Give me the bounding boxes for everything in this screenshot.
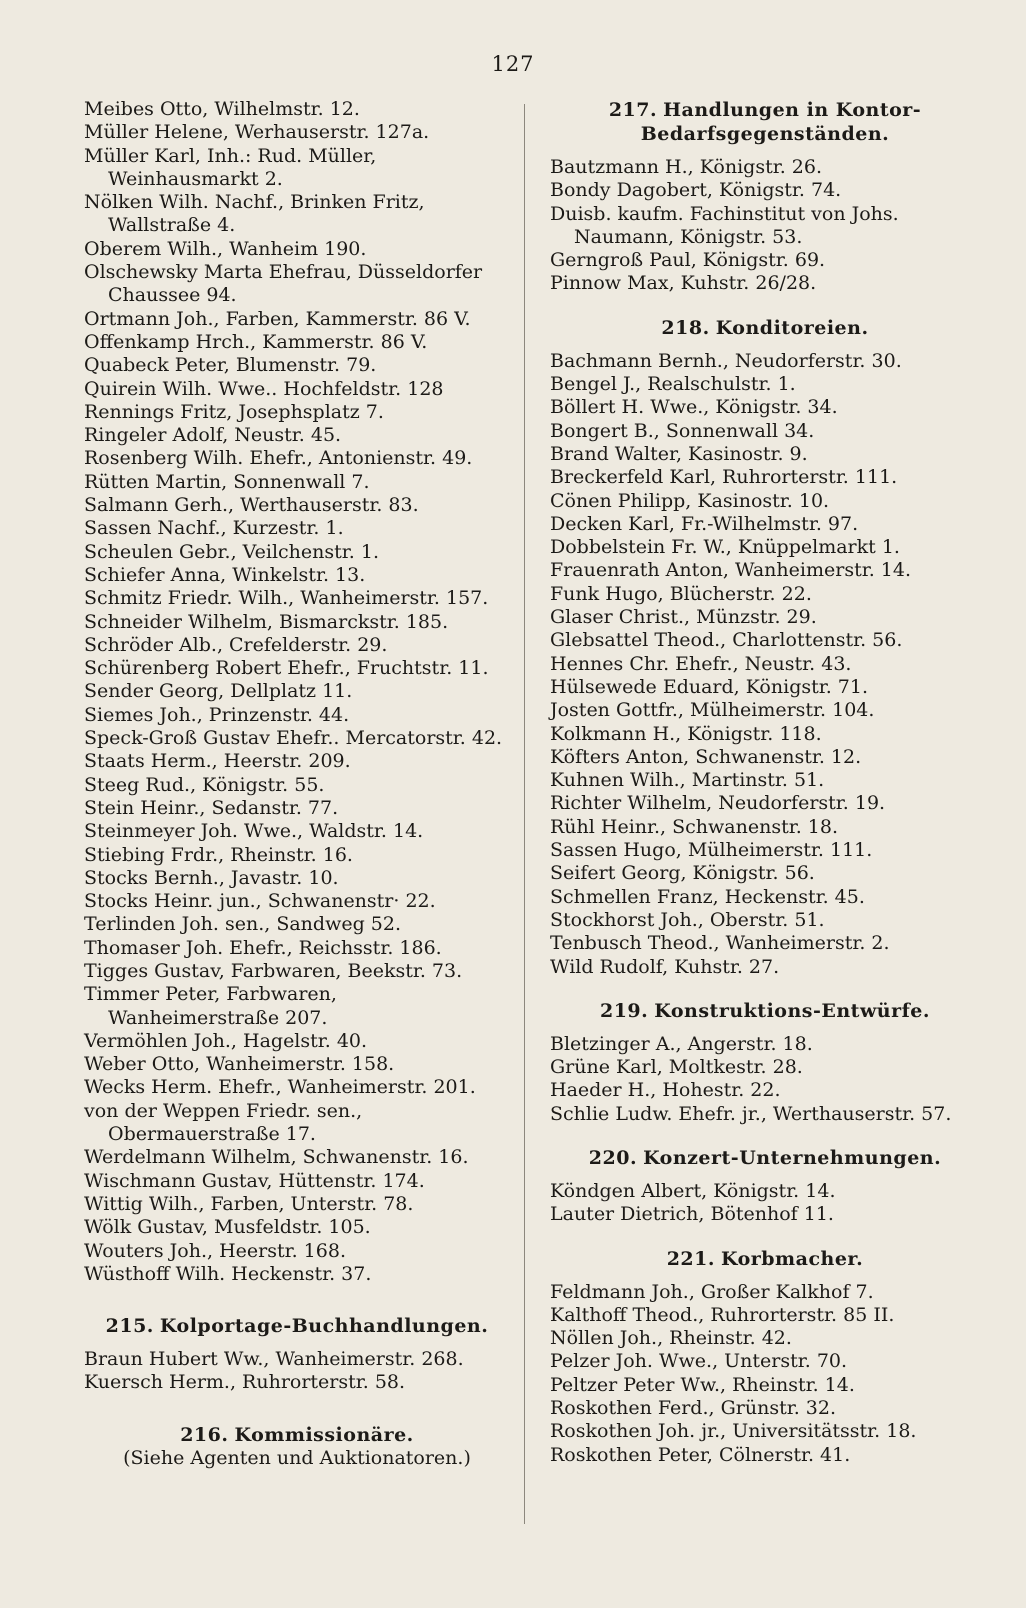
list-item: Roskothen Joh. jr., Universitätsstr. 18. <box>550 1420 917 1443</box>
list-item: Weber Otto, Wanheimerstr. 158. <box>84 1053 395 1076</box>
list-item: Ringeler Adolf, Neustr. 45. <box>84 424 342 447</box>
list-item: Breckerfeld Karl, Ruhrorterstr. 111. <box>550 466 898 489</box>
list-item: Haeder H., Hohestr. 22. <box>550 1079 781 1102</box>
list-item: Hennes Chr. Ehefr., Neustr. 43. <box>550 652 852 675</box>
list-item: Stockhorst Joh., Oberstr. 51. <box>550 908 825 931</box>
list-item: Ortmann Joh., Farben, Kammerstr. 86 V. <box>84 307 471 330</box>
list-item: Müller Helene, Werhauserstr. 127a. <box>84 121 430 144</box>
list-item: Schürenberg Robert Ehefr., Fruchtstr. 11. <box>84 657 489 680</box>
section-number: 220. <box>588 1146 638 1169</box>
section-heading-217 <box>550 98 980 122</box>
list-item: Wüsthoff Wilh. Heckenstr. 37. <box>84 1262 372 1285</box>
section-number: 221. <box>666 1247 715 1270</box>
list-item: Richter Wilhelm, Neudorferstr. 19. <box>550 792 886 815</box>
list-item: Köfters Anton, Schwanenstr. 12. <box>550 745 862 768</box>
entry-list-s214 <box>84 98 510 1286</box>
section-heading-216 <box>84 1423 510 1447</box>
list-item: Rühl Heinr., Schwanenstr. 18. <box>550 815 839 838</box>
list-item: Lauter Dietrich, Bötenhof 11. <box>550 1203 834 1226</box>
section-number: 218. <box>661 316 710 339</box>
list-item: Braun Hubert Ww., Wanheimerstr. 268. <box>84 1348 464 1371</box>
list-item: Salmann Gerh., Werthauserstr. 83. <box>84 494 419 517</box>
list-item: Tenbusch Theod., Wanheimerstr. 2. <box>550 932 890 955</box>
list-item: Steinmeyer Joh. Wwe., Waldstr. 14. <box>84 820 424 843</box>
list-item: Duisb. kaufm. Fachinstitut von Johs. Naumann, Königstr. 53. <box>550 202 899 248</box>
list-item: Vermöhlen Joh., Hagelstr. 40. <box>84 1029 368 1052</box>
list-item: Pelzer Joh. Wwe., Unterstr. 70. <box>550 1350 848 1373</box>
list-item: Siemes Joh., Prinzenstr. 44. <box>84 703 350 726</box>
list-item: Wouters Joh., Heerstr. 168. <box>84 1239 346 1262</box>
list-item: Peltzer Peter Ww., Rheinstr. 14. <box>550 1373 855 1396</box>
list-item: Thomaser Joh. Ehefr., Reichsstr. 186. <box>84 936 442 959</box>
list-item: Cönen Philipp, Kasinostr. 10. <box>550 489 830 512</box>
list-item: Bengel J., Realschulstr. 1. <box>550 373 796 396</box>
section-title: Korbmacher. <box>720 1247 864 1270</box>
section-number: 217. <box>608 99 658 121</box>
list-item: Stocks Heinr. jun., Schwanenstr· 22. <box>84 890 436 913</box>
list-item: Staats Herm., Heerstr. 209. <box>84 750 351 773</box>
list-item: Funk Hugo, Blücherstr. 22. <box>550 582 812 605</box>
column-divider <box>524 104 525 1524</box>
list-item: Meibes Otto, Wilhelmstr. 12. <box>84 98 360 120</box>
list-item: Schröder Alb., Crefelderstr. 29. <box>84 633 388 656</box>
section-title: Konstruktions-Entwürfe. <box>654 999 931 1022</box>
list-item: Stocks Bernh., Javastr. 10. <box>84 866 339 889</box>
list-item: Offenkamp Hrch., Kammerstr. 86 V. <box>84 330 428 353</box>
list-item: Wild Rudolf, Kuhstr. 27. <box>550 955 780 978</box>
list-item: Rosenberg Wilh. Ehefr., Antonienstr. 49. <box>84 447 473 470</box>
list-item: Schmellen Franz, Heckenstr. 45. <box>550 885 865 908</box>
list-item: Quirein Wilh. Wwe.. Hochfeldstr. 128 <box>84 377 444 400</box>
list-item: Gerngroß Paul, Königstr. 69. <box>550 249 826 272</box>
list-item: Brand Walter, Kasinostr. 9. <box>550 442 808 465</box>
section-heading-219 <box>550 999 980 1023</box>
left-column <box>84 98 510 1470</box>
section-note: (Siehe Agenten und Auktionatoren.) <box>123 1446 471 1469</box>
list-item: Sassen Hugo, Mülheimerstr. 111. <box>550 839 873 862</box>
list-item: Schneider Wilhelm, Bismarckstr. 185. <box>84 610 449 633</box>
list-item: Bondy Dagobert, Königstr. 74. <box>550 179 842 202</box>
list-item: Dobbelstein Fr. W., Knüppelmarkt 1. <box>550 536 900 559</box>
list-item: Glaser Christ., Münzstr. 29. <box>550 606 817 629</box>
section-heading-215 <box>84 1314 510 1338</box>
list-item: Kolkmann H., Königstr. 118. <box>550 722 822 745</box>
list-item: Rütten Martin, Sonnenwall 7. <box>84 470 370 493</box>
list-item: Bletzinger A., Angerstr. 18. <box>550 1032 813 1055</box>
list-item: Hülsewede Eduard, Königstr. 71. <box>550 675 869 698</box>
list-item: Bongert B., Sonnenwall 34. <box>550 419 815 442</box>
list-item: Schmitz Friedr. Wilh., Wanheimerstr. 157. <box>84 587 489 610</box>
list-item: Werdelmann Wilhelm, Schwanenstr. 16. <box>84 1146 469 1169</box>
section-title-line2: Bedarfsgegenständen. <box>640 123 890 145</box>
section-number: 219. <box>599 999 649 1022</box>
list-item: Stein Heinr., Sedanstr. 77. <box>84 796 339 819</box>
list-item: Roskothen Ferd., Grünstr. 32. <box>550 1397 837 1420</box>
list-item: Glebsattel Theod., Charlottenstr. 56. <box>550 629 903 652</box>
list-item: Josten Gottfr., Mülheimerstr. 104. <box>550 699 875 722</box>
list-item: Scheulen Gebr., Veilchenstr. 1. <box>84 540 379 563</box>
section-title: Konditoreien. <box>715 316 869 339</box>
list-item: Terlinden Joh. sen., Sandweg 52. <box>84 913 401 936</box>
list-item: Speck-Groß Gustav Ehefr.. Mercatorstr. 42. <box>84 727 503 750</box>
list-item: Timmer Peter, Farbwaren, Wanheimerstraße 207. <box>84 983 337 1029</box>
list-item: Köndgen Albert, Königstr. 14. <box>550 1179 836 1202</box>
list-item: von der Weppen Friedr. sen., Obermauerstraße 17. <box>84 1099 363 1146</box>
list-item: Decken Karl, Fr.-Wilhelmstr. 97. <box>550 512 859 535</box>
section-title: Kolportage-Buchhandlungen. <box>159 1315 489 1338</box>
list-item: Nöllen Joh., Rheinstr. 42. <box>550 1327 792 1350</box>
list-item: Schlie Ludw. Ehefr. jr., Werthauserstr. 57. <box>550 1102 952 1125</box>
right-column <box>550 98 980 1467</box>
list-item: Böllert H. Wwe., Königstr. 34. <box>550 396 838 419</box>
list-item: Nölken Wilh. Nachf., Brinken Fritz, Wallstraße 4. <box>84 191 425 237</box>
list-item: Sassen Nachf., Kurzestr. 1. <box>84 517 344 540</box>
list-item: Steeg Rud., Königstr. 55. <box>84 773 325 796</box>
section-title: Konzert-Unternehmungen. <box>643 1146 942 1169</box>
list-item: Wittig Wilh., Farben, Unterstr. 78. <box>84 1192 414 1215</box>
list-item: Kalthoff Theod., Ruhrorterstr. 85 II. <box>550 1303 895 1326</box>
list-item: Bachmann Bernh., Neudorferstr. 30. <box>550 349 902 372</box>
list-item: Wölk Gustav, Musfeldstr. 105. <box>84 1216 371 1239</box>
section-number: 216. <box>180 1423 229 1446</box>
list-item: Feldmann Joh., Großer Kalkhof 7. <box>550 1280 874 1303</box>
list-item: Rennings Fritz, Josephsplatz 7. <box>84 400 384 423</box>
page-number: 127 <box>491 52 535 76</box>
list-item: Schiefer Anna, Winkelstr. 13. <box>84 563 366 586</box>
list-item: Wecks Herm. Ehefr., Wanheimerstr. 201. <box>84 1076 476 1099</box>
list-item: Bautzmann H., Königstr. 26. <box>550 156 822 178</box>
list-item: Stiebing Frdr., Rheinstr. 16. <box>84 843 353 866</box>
section-heading-220 <box>550 1146 980 1170</box>
section-title: Kommissionäre. <box>234 1423 414 1446</box>
list-item: Tigges Gustav, Farbwaren, Beekstr. 73. <box>84 959 463 982</box>
list-item: Oberem Wilh., Wanheim 190. <box>84 237 367 260</box>
list-item: Wischmann Gustav, Hüttenstr. 174. <box>84 1169 425 1192</box>
list-item: Kuhnen Wilh., Martinstr. 51. <box>550 769 825 792</box>
list-item: Pinnow Max, Kuhstr. 26/28. <box>550 272 817 295</box>
list-item: Frauenrath Anton, Wanheimerstr. 14. <box>550 559 911 582</box>
section-number: 215. <box>105 1315 154 1338</box>
list-item: Müller Karl, Inh.: Rud. Müller, Weinhausmarkt 2. <box>84 144 377 190</box>
list-item: Kuersch Herm., Ruhrorterstr. 58. <box>84 1371 406 1394</box>
list-item: Quabeck Peter, Blumenstr. 79. <box>84 354 377 377</box>
section-title-line1: Handlungen in Kontor- <box>663 99 922 121</box>
list-item: Olschewsky Marta Ehefrau, Düsseldorfer Chaussee 94. <box>84 261 483 307</box>
list-item: Sender Georg, Dellplatz 11. <box>84 680 353 703</box>
list-item: Seifert Georg, Königstr. 56. <box>550 862 815 885</box>
list-item: Roskothen Peter, Cölnerstr. 41. <box>550 1443 851 1466</box>
section-heading-221 <box>550 1247 980 1271</box>
section-heading-218 <box>550 316 980 340</box>
list-item: Grüne Karl, Moltkestr. 28. <box>550 1056 803 1079</box>
